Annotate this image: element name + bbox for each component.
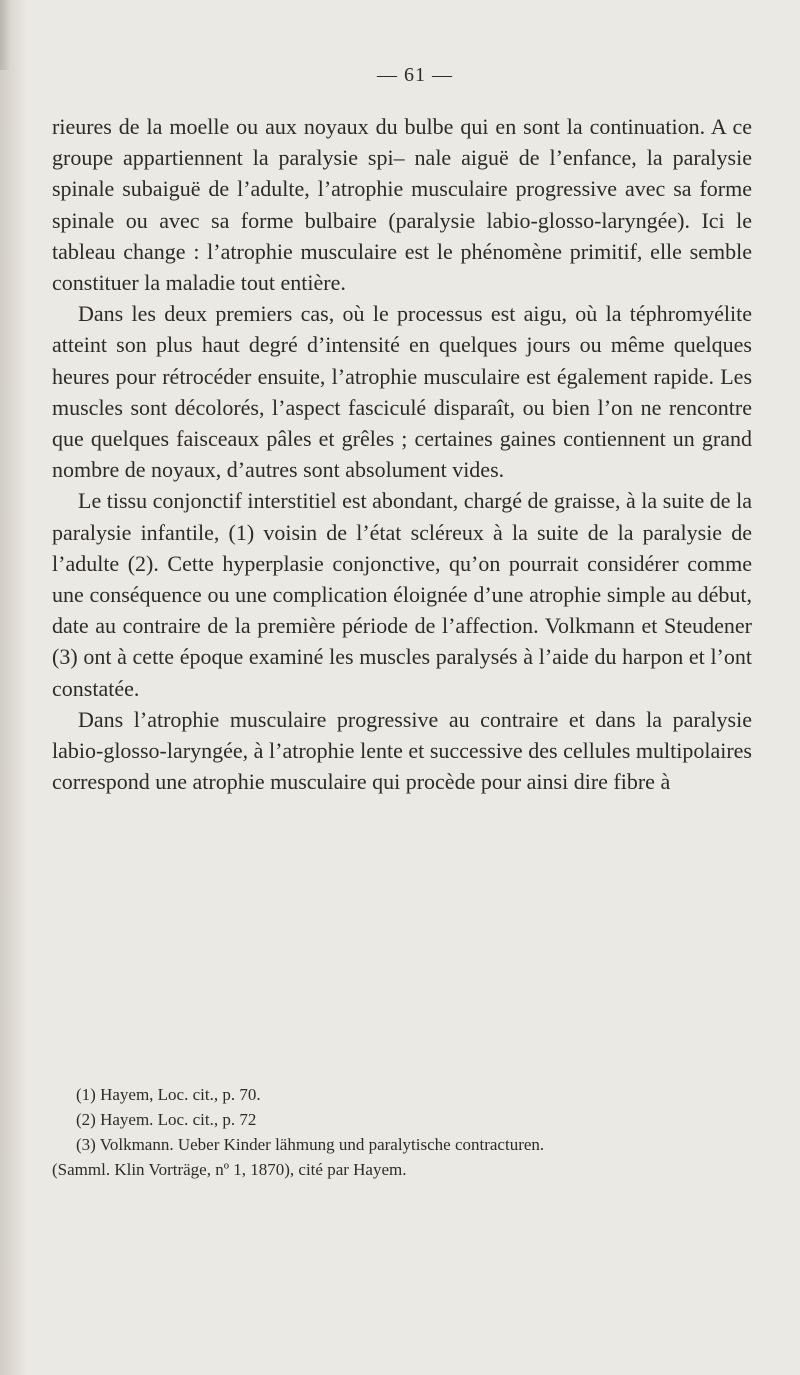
paragraph-1: rieures de la moelle ou aux noyaux du bulbe qui en sont la continuation. A ce groupe appartiennent la paralysie spi– nale aiguë de l’enfance, la paralysie spinale subaiguë de l’adulte, l’atrophie musculaire progressive avec sa forme spinale ou avec sa forme bulbaire (paralysie labio-glosso-laryngée). Ici le tableau change : l’atrophie musculaire est le phénomène primitif, elle semble constituer la maladie tout entière. (52, 114, 752, 296)
paragraph-3: Le tissu conjonctif interstitiel est abondant, chargé de graisse, à la suite de la paralysie infantile, (1) voisin de l’état scléreux à la suite de la paralysie de l’adulte (2). Cette hyperplasie conjonctive, qu’on pourrait considérer comme une conséquence ou une complication éloignée d’une atrophie simple au début, date au contraire de la première période de l’affection. Volkmann et Steudener (3) ont à cette époque examiné les muscles paralysés à l’aide du harpon et l’ont constatée. (52, 488, 752, 701)
footnote-3: (3) Volkmann. Ueber Kinder lähmung und paralytische contracturen. (76, 1135, 545, 1154)
page-edge-mark (0, 0, 10, 70)
paragraph-2: Dans les deux premiers cas, où le processus est aigu, où la téphromyélite atteint son plus haut degré d’intensité en quelques jours ou même quelques heures pour rétrocéder ensuite, l’atrophie musculaire est également rapide. Les muscles sont décolorés, l’aspect fasciculé disparaît, ou bien l’on ne rencontre que quelques faisceaux pâles et grêles ; certaines gaines contiennent un grand nombre de noyaux, d’autres sont absolument vides. (52, 301, 752, 483)
binding-shadow (0, 0, 28, 1375)
footnotes (52, 1082, 752, 1182)
paragraph-4: Dans l’atrophie musculaire progressive au contraire et dans la paralysie labio-glosso-laryngée, à l’atrophie lente et successive des cellules multipolaires correspond une atrophie musculaire qui procède pour ainsi dire fibre à (52, 706, 752, 795)
page-number: — 61 — (377, 64, 453, 86)
footnote-3-continued: (Samml. Klin Vorträge, nº 1, 1870), cité par Hayem. (52, 1160, 407, 1179)
footnote-2: (2) Hayem. Loc. cit., p. 72 (76, 1110, 257, 1129)
body-text (52, 111, 752, 797)
footnote-1: (1) Hayem, Loc. cit., p. 70. (76, 1085, 261, 1104)
